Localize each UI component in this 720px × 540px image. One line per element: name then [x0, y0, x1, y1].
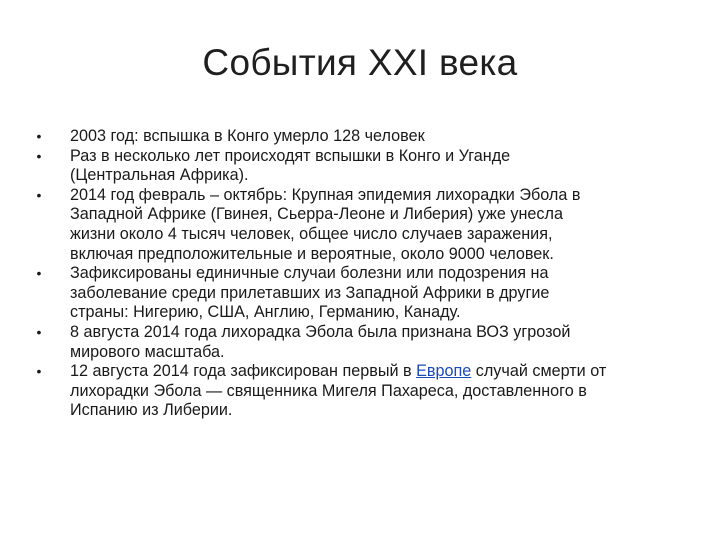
bullet-item-5 — [34, 323, 684, 362]
bullet-line: Испанию из Либерии. — [70, 401, 233, 420]
bullet-text-segment: случай смерти от — [471, 362, 607, 381]
bullet-line: (Центральная Африка). — [70, 166, 249, 185]
bullet-text-segment: 12 августа 2014 года зафиксирован первый в — [70, 362, 417, 381]
bullet-line: лихорадки Эбола — священника Мигеля Пахареса, доставленного в — [70, 381, 587, 400]
europe-link[interactable]: Европе — [416, 362, 472, 381]
bullet-line: заболевание среди прилетавших из Западной Африки в другие — [70, 283, 550, 302]
bullet-item-4 — [34, 264, 684, 323]
bullet-item-1 — [34, 127, 684, 147]
bullet-dot-icon: • — [36, 363, 42, 380]
bullet-line: мирового масштаба. — [70, 342, 225, 361]
bullet-item-2 — [34, 147, 684, 186]
bullet-dot-icon: • — [36, 147, 42, 164]
bullet-dot-icon: • — [36, 128, 42, 144]
bullet-line: включая предположительные и вероятные, около 9000 человек. — [70, 244, 554, 263]
bullet-line: 2014 год февраль – октябрь: Крупная эпидемия лихорадки Эбола в — [70, 185, 581, 204]
bullet-list — [34, 127, 684, 421]
bullet-line: 2003 год: вспышка в Конго умерло 128 человек — [70, 127, 425, 145]
bullet-dot-icon: • — [36, 265, 42, 282]
bullet-item-3 — [34, 186, 684, 264]
bullet-dot-icon: • — [36, 186, 42, 203]
bullet-line-with-link — [70, 362, 684, 382]
bullet-line: Раз в несколько лет происходят вспышки в Конго и Уганде — [70, 146, 511, 165]
bullet-line: Западной Африке (Гвинея, Сьерра-Леоне и Либерия) уже унесла — [70, 205, 563, 224]
bullet-line: страны: Нигерию, США, Англию, Германию, Канаду. — [70, 303, 461, 322]
bullet-item-6 — [34, 362, 684, 421]
slide-title: События XXI века — [202, 42, 518, 83]
bullet-line: жизни около 4 тысяч человек, общее число случаев заражения, — [70, 224, 553, 243]
bullet-dot-icon: • — [36, 323, 42, 340]
bullet-line: 8 августа 2014 года лихорадка Эбола была признана ВОЗ угрозой — [70, 322, 571, 341]
bullet-line: Зафиксированы единичные случаи болезни или подозрения на — [70, 264, 549, 283]
